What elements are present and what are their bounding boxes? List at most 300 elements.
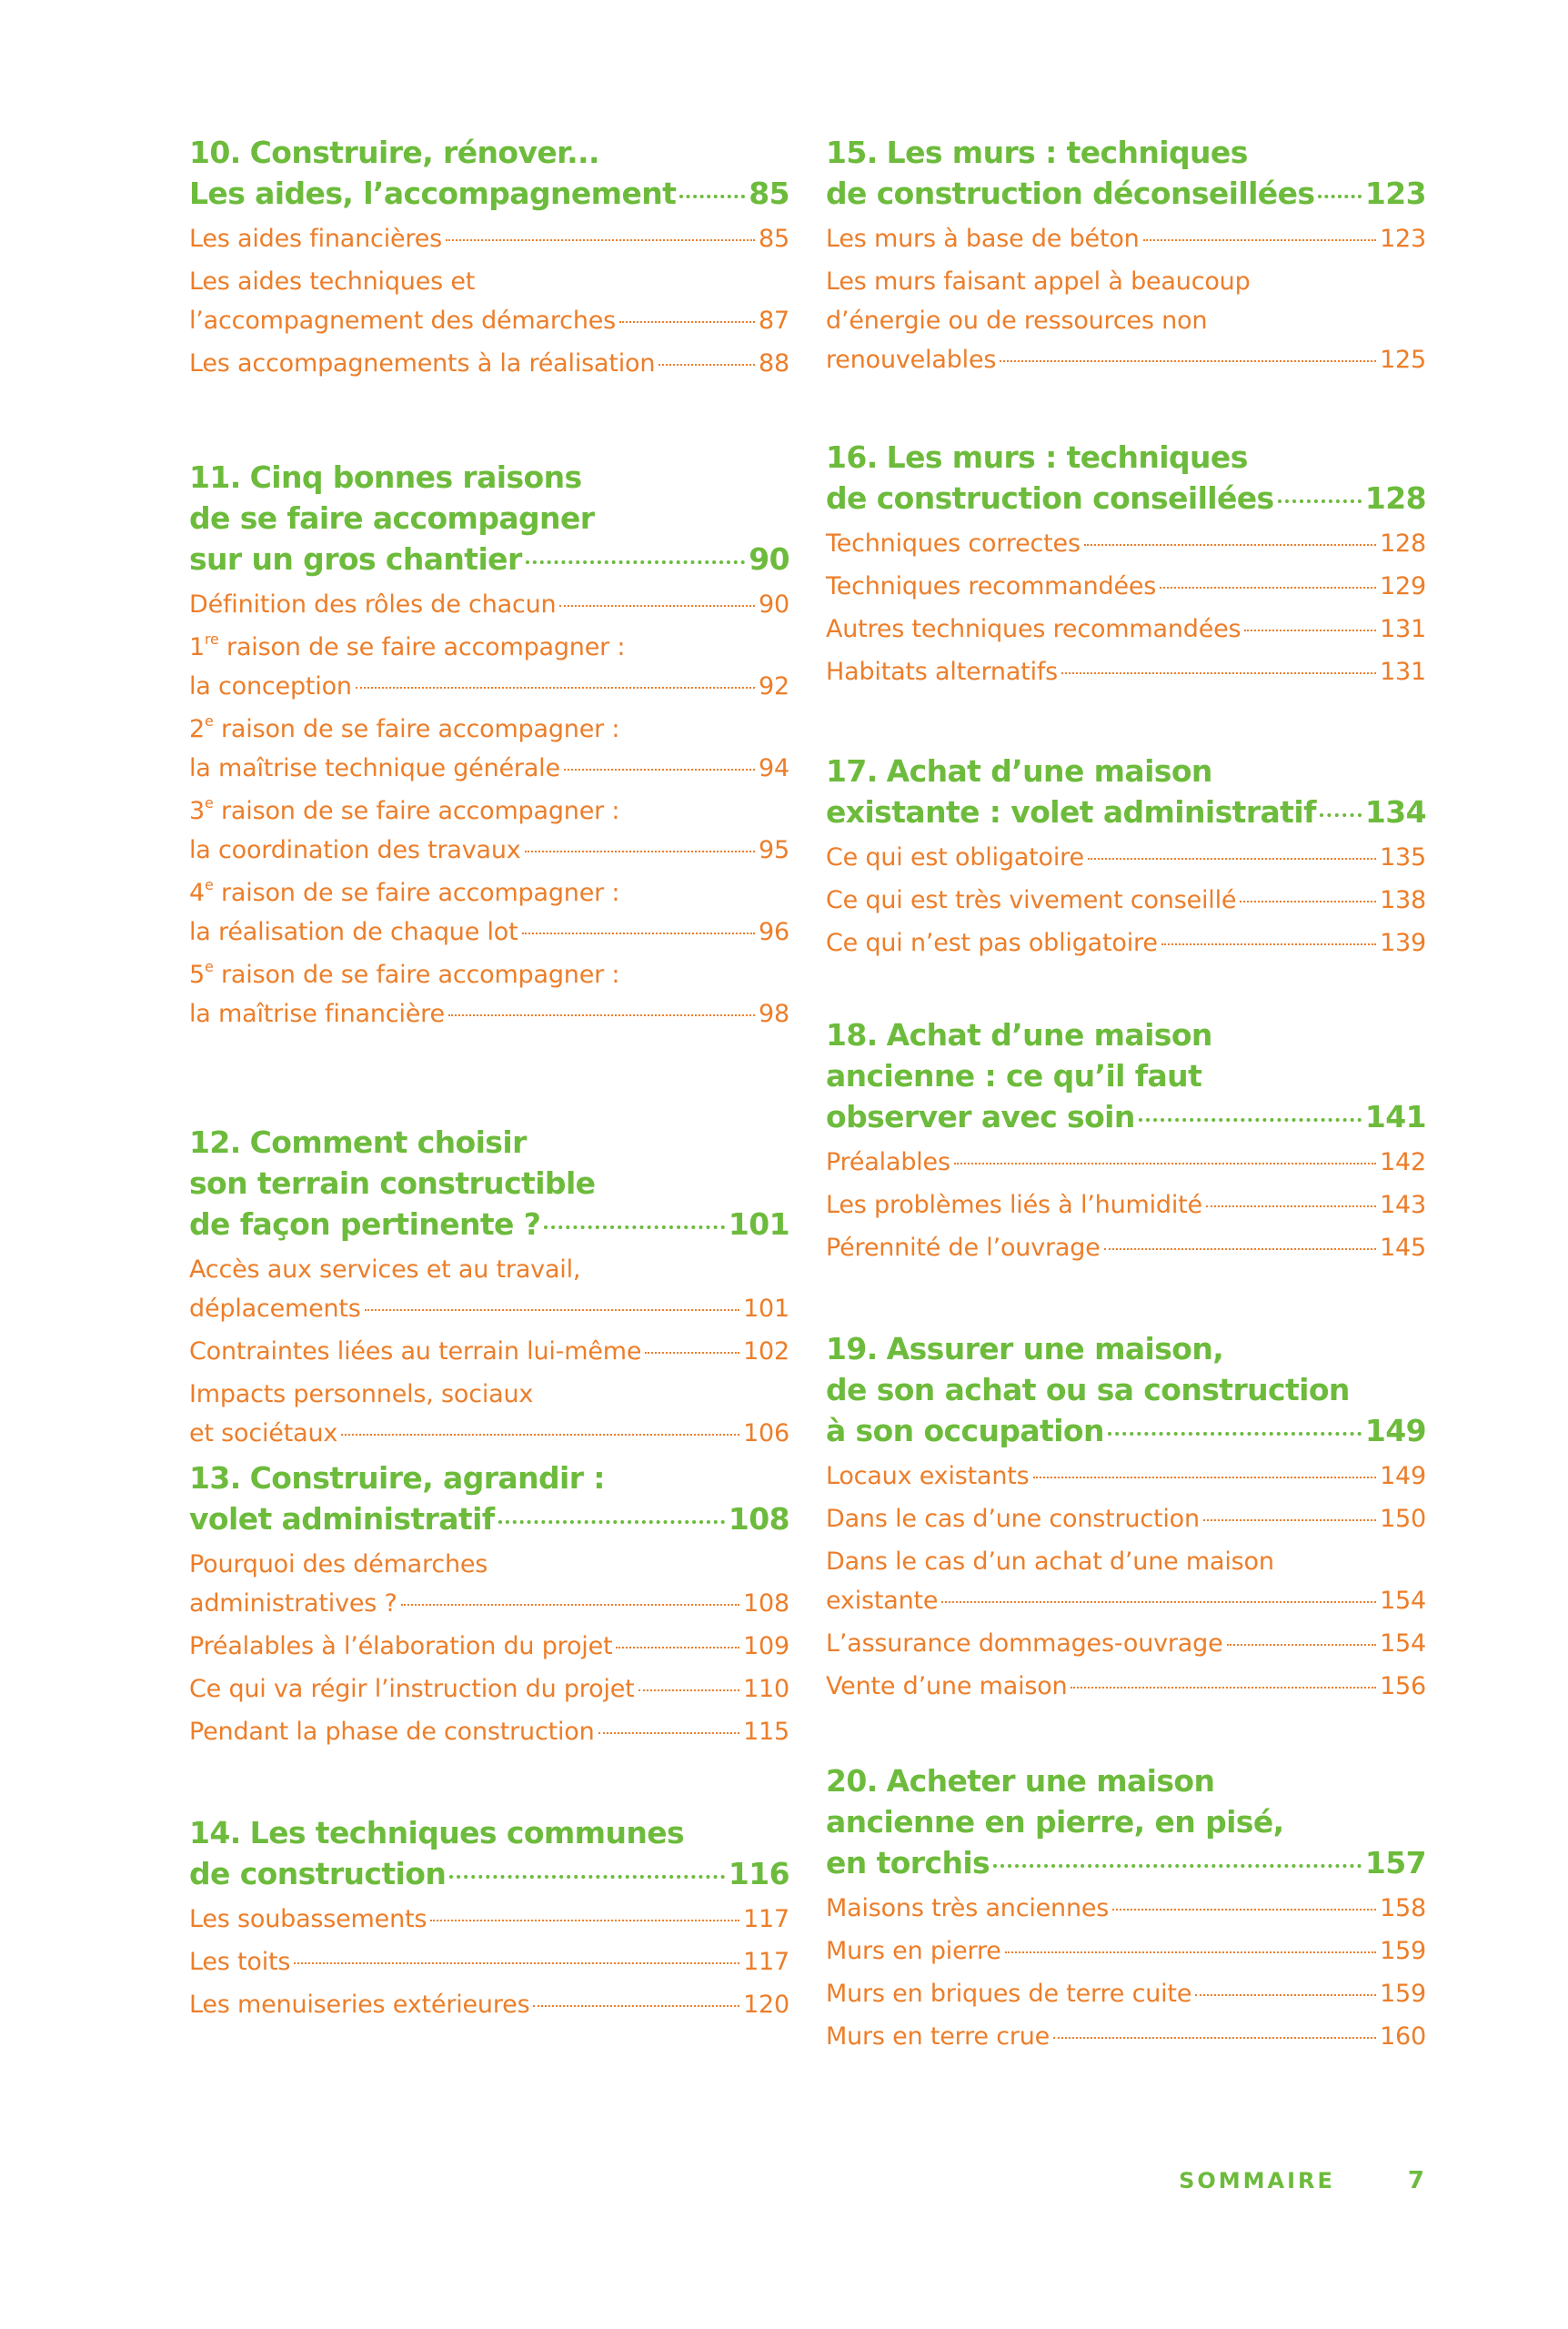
ordinal-number: 4 [189,879,205,907]
chapter-title-text: de se faire accompagner [189,500,595,536]
toc-entry[interactable] [189,628,789,706]
toc-entry-line [189,1985,789,2024]
toc-entry-page-number: 159 [1380,1937,1426,1965]
toc-entry-text: Les menuiseries extérieures [189,1991,530,2019]
toc-entry-page-number: 129 [1380,572,1426,600]
chapter-title-text: volet administratif [189,1501,495,1537]
toc-entry-line [189,344,789,383]
toc-section [189,1457,789,1755]
toc-section [189,457,789,1037]
chapter-title-line [189,1163,789,1204]
chapter-page-number: 90 [749,541,789,577]
toc-entry-line [826,838,1426,877]
ordinal-number: 3 [189,797,205,825]
toc-entry-line [826,1889,1426,1928]
chapter-number: 15. [826,135,878,170]
toc-entry-page-number: 125 [1380,346,1426,374]
chapter-number: 13. [189,1460,241,1496]
toc-entry-line [826,1499,1426,1538]
toc-entry[interactable] [826,1228,1426,1267]
chapter-page-number: 157 [1364,1845,1426,1880]
toc-entry-page-number: 98 [759,1000,789,1028]
chapter-heading[interactable] [826,1760,1426,1883]
toc-section [826,132,1426,383]
toc-entries [826,1457,1426,1706]
toc-entry-page-number: 88 [759,349,789,378]
toc-entry-text: Murs en briques de terre cuite [826,1980,1192,2008]
chapter-number: 19. [826,1331,878,1366]
chapter-title-text: ancienne en pierre, en pisé, [826,1804,1284,1840]
toc-entry-text: Pérennité de l’ouvrage [826,1234,1101,1262]
toc-entry-text: Pourquoi des démarches [189,1550,488,1578]
chapter-heading[interactable] [826,437,1426,519]
toc-entry-text: Les toits [189,1948,291,1976]
toc-entry-page-number: 150 [1380,1505,1426,1533]
toc-section [826,751,1426,966]
dot-leader [1161,943,1376,945]
dot-leader [1108,1432,1362,1436]
chapter-title-line [189,173,789,214]
toc-entry-text: la maîtrise technique générale [189,754,560,782]
chapter-number: 18. [826,1017,878,1053]
toc-entry[interactable] [189,1900,789,1939]
ordinal-number: 5 [189,961,205,989]
toc-entry-line [189,301,789,340]
chapter-heading[interactable] [189,1812,789,1894]
toc-entry-line [826,1228,1426,1267]
toc-entry-page-number: 135 [1380,843,1426,872]
chapter-title-text: sur un gros chantier [189,541,522,577]
toc-entry[interactable] [826,1974,1426,2013]
chapter-page-number: 101 [728,1206,789,1242]
toc-entry-line [189,585,789,624]
toc-entry-page-number: 145 [1380,1234,1426,1262]
dot-leader [1000,360,1376,362]
chapter-title-text: ancienne : ce qu’il faut [826,1058,1202,1094]
toc-entries [826,219,1426,379]
toc-entry-text: d’énergie ou de ressources non [826,307,1208,335]
chapter-heading[interactable] [189,457,789,580]
dot-leader [1240,901,1376,902]
ordinal-suffix: e [204,876,214,893]
toc-section [826,1014,1426,1271]
chapter-number: 11. [189,459,241,495]
toc-entry[interactable] [826,1457,1426,1496]
chapter-title-text: son terrain constructible [189,1165,596,1201]
chapter-title-line [826,173,1426,214]
dot-leader [448,1014,755,1016]
toc-entry-line [826,610,1426,649]
toc-entry-page-number: 142 [1380,1148,1426,1176]
dot-leader [1320,813,1362,817]
toc-entry-text: Ce qui est très vivement conseillé [826,886,1237,914]
chapter-page-number: 116 [728,1856,789,1891]
toc-section [826,437,1426,695]
toc-entry-page-number: 109 [743,1632,789,1660]
chapter-title-line [189,132,789,173]
toc-entry[interactable] [826,838,1426,877]
toc-entry-text: la conception [189,672,352,701]
toc-entry[interactable] [826,2017,1426,2056]
toc-entry-text: Les problèmes liés à l’humidité [826,1191,1202,1219]
chapter-heading[interactable] [189,132,789,214]
chapter-number: 14. [189,1815,241,1850]
dot-leader [1070,1687,1376,1689]
chapter-title-line [189,1204,789,1245]
chapter-title-text: Construire, agrandir : [249,1460,605,1496]
chapter-title-line [826,1055,1426,1096]
chapter-heading[interactable] [826,1328,1426,1451]
toc-entry[interactable] [189,1332,789,1371]
toc-entries [826,524,1426,691]
ordinal-suffix: e [204,794,214,812]
toc-entry[interactable] [826,262,1426,379]
toc-entry-page-number: 94 [759,754,789,782]
toc-entry-text: existante [826,1587,939,1615]
chapter-title-line [826,1014,1426,1055]
chapter-heading[interactable] [826,132,1426,214]
toc-entries [826,1889,1426,2056]
toc-entry-line [189,1414,789,1453]
toc-entry-page-number: 115 [743,1718,789,1746]
toc-entry-text: Ce qui est obligatoire [826,843,1084,872]
toc-entry-text: Dans le cas d’une construction [826,1505,1200,1533]
chapter-page-number: 134 [1364,794,1426,830]
dot-leader [954,1163,1376,1164]
dot-leader [993,1864,1362,1868]
toc-entry-line [189,667,789,706]
toc-entry-text-part: raison de se faire accompagner : [218,633,626,661]
toc-entry-text: Techniques correctes [826,529,1081,558]
toc-entry-line [826,923,1426,963]
toc-entry[interactable] [189,710,789,788]
toc-entry-page-number: 143 [1380,1191,1426,1219]
chapter-title-line [189,498,789,539]
toc-entry-line [826,219,1426,258]
toc-entry-text: Accès aux services et au travail, [189,1255,581,1284]
chapter-title-line [826,1369,1426,1410]
dot-leader [1139,1118,1362,1122]
chapter-number: 12. [189,1124,241,1160]
toc-entry-line [826,1542,1426,1581]
toc-entry-line [826,1667,1426,1706]
toc-entry-page-number: 131 [1380,658,1426,686]
toc-entry-text: Impacts personnels, sociaux [189,1380,534,1408]
toc-entry[interactable] [826,1542,1426,1620]
toc-entry-line [826,1624,1426,1663]
chapter-title-text: de son achat ou sa construction [826,1372,1350,1407]
dot-leader [1005,1951,1376,1953]
chapter-heading[interactable] [826,751,1426,832]
chapter-page-number: 85 [749,176,789,211]
toc-entry[interactable] [189,1250,789,1328]
toc-entry[interactable] [189,1375,789,1453]
dot-leader [526,560,746,564]
chapter-heading[interactable] [826,1014,1426,1137]
dot-leader [1278,499,1362,503]
ordinal-suffix: e [204,958,214,975]
toc-entry-text [189,710,619,749]
toc-entry[interactable] [189,791,789,870]
toc-entry[interactable] [826,1889,1426,1928]
dot-leader [401,1604,739,1606]
dot-leader [1160,587,1376,589]
toc-entry-page-number: 117 [743,1948,789,1976]
toc-entry-line [189,1900,789,1939]
toc-entry-text-part: raison de se faire accompagner : [213,961,620,989]
toc-entry-page-number: 160 [1380,2022,1426,2051]
toc-entry-text: Préalables [826,1148,950,1176]
toc-entry-page-number: 95 [759,836,789,864]
toc-entry-page-number: 92 [759,672,789,701]
toc-entry-line [189,1250,789,1289]
chapter-heading[interactable] [189,1122,789,1245]
dot-leader [598,1732,740,1734]
toc-entry-line [826,567,1426,606]
toc-section [189,1812,789,2028]
toc-entry[interactable] [826,923,1426,963]
toc-entry-line [826,1143,1426,1182]
ordinal-number: 2 [189,715,205,743]
toc-section [826,1328,1426,1709]
toc-entry-text: Les accompagnements à la réalisation [189,349,656,378]
toc-entry-text: Murs en terre crue [826,2022,1050,2051]
page-number: 7 [1407,2167,1424,2194]
chapter-title-text: observer avec soin [826,1099,1135,1134]
chapter-page-number: 108 [728,1501,789,1537]
dot-leader [522,933,756,934]
dot-leader [1318,195,1362,198]
dot-leader [525,851,755,852]
toc-entry[interactable] [189,262,789,340]
dot-leader [341,1434,739,1436]
toc-entry[interactable] [189,1985,789,2024]
chapter-title-line [189,1498,789,1539]
toc-entry-text: Vente d’une maison [826,1672,1068,1700]
chapter-title-line [189,1122,789,1163]
chapter-title-line [189,539,789,580]
toc-entry-page-number: 120 [743,1991,789,2019]
dot-leader [1033,1477,1377,1478]
toc-entry-line [189,749,789,788]
ordinal-suffix: re [204,630,219,648]
chapter-title-text: Les murs : techniques [886,135,1248,170]
toc-entry[interactable] [826,1667,1426,1706]
toc-entry[interactable] [189,344,789,383]
chapter-title-line [826,1801,1426,1842]
toc-entry-line [189,1375,789,1414]
chapter-title-text: Achat d’une maison [886,753,1212,789]
toc-entry-text-part: raison de se faire accompagner : [213,715,620,743]
toc-entry[interactable] [826,881,1426,920]
toc-entry-line [189,1627,789,1666]
chapter-number: 10. [189,135,241,170]
dot-leader [533,2005,739,2007]
chapter-page-number: 123 [1364,176,1426,211]
dot-leader [1112,1909,1376,1911]
toc-entry-line [189,262,789,301]
chapter-title-line [826,437,1426,478]
toc-entry-line [189,628,789,667]
dot-leader [430,1920,739,1921]
toc-entry-page-number: 110 [743,1675,789,1703]
chapter-page-number: 149 [1364,1413,1426,1448]
toc-entry-page-number: 117 [743,1905,789,1933]
toc-entry-text: Autres techniques recommandées [826,615,1241,643]
toc-entry[interactable] [189,219,789,258]
chapter-title-text: en torchis [826,1845,990,1880]
toc-entry-text: Les murs à base de béton [826,225,1140,253]
chapter-title-text: Assurer une maison, [886,1331,1224,1366]
toc-entry-page-number: 102 [743,1337,789,1366]
toc-entry-text: Techniques recommandées [826,572,1157,600]
toc-entry[interactable] [826,567,1426,606]
toc-entry-text: Contraintes liées au terrain lui-même [189,1337,642,1366]
chapter-title-line [826,1842,1426,1883]
toc-entry-text: Préalables à l’élaboration du projet [189,1632,613,1660]
chapter-title-text: de construction [189,1856,447,1891]
toc-entry-text-part: raison de se faire accompagner : [213,879,620,907]
toc-entry[interactable] [826,524,1426,563]
toc-entry-line [826,1974,1426,2013]
chapter-title-line [826,1328,1426,1369]
toc-entry-page-number: 158 [1380,1894,1426,1922]
chapter-heading[interactable] [189,1457,789,1539]
dot-leader [1088,858,1376,860]
toc-section [189,132,789,387]
toc-entry-line [826,1185,1426,1225]
toc-entry-line [826,881,1426,920]
chapter-title-text: Achat d’une maison [886,1017,1212,1053]
chapter-title-line [826,478,1426,519]
chapter-title-text: Les techniques communes [249,1815,685,1850]
dot-leader [1053,2037,1376,2039]
toc-entry-text: Ce qui n’est pas obligatoire [826,929,1158,957]
page-footer [1179,2167,1424,2194]
toc-entry-text: la coordination des travaux [189,836,521,864]
toc-entry-page-number: 131 [1380,615,1426,643]
chapter-title-text: de construction déconseillées [826,176,1315,211]
ordinal-suffix: e [204,712,214,730]
chapter-title-line [826,751,1426,791]
dot-leader [1061,672,1376,674]
toc-section [826,1760,1426,2060]
toc-entry[interactable] [826,1499,1426,1538]
toc-entry[interactable] [189,955,789,1033]
chapter-title-line [826,1096,1426,1137]
toc-entry-page-number: 123 [1380,225,1426,253]
dot-leader [365,1309,739,1311]
toc-entry-page-number: 139 [1380,929,1426,957]
chapter-title-line [826,1760,1426,1801]
toc-entry-line [189,831,789,870]
chapter-title-line [826,132,1426,173]
toc-entry-text: Habitats alternatifs [826,658,1059,686]
chapter-title-text: Les murs : techniques [886,439,1248,475]
toc-entry[interactable] [826,1624,1426,1663]
toc-entry-page-number: 101 [743,1295,789,1323]
toc-entry-page-number: 85 [759,225,789,253]
toc-entry-page-number: 108 [743,1589,789,1618]
toc-entry[interactable] [189,585,789,624]
chapter-number: 20. [826,1763,878,1799]
dot-leader [619,321,755,323]
chapter-title-text: Comment choisir [249,1124,527,1160]
toc-entry[interactable] [189,1627,789,1666]
dot-leader [1203,1519,1376,1521]
toc-entry-page-number: 87 [759,307,789,335]
toc-entry-page-number: 90 [759,590,789,619]
toc-entry[interactable] [826,652,1426,691]
chapter-title-text: de construction conseillées [826,480,1274,516]
chapter-title-text: à son occupation [826,1413,1104,1448]
toc-entry-line [189,1289,789,1328]
toc-entry[interactable] [189,1712,789,1751]
toc-entry-line [826,652,1426,691]
toc-entry-line [826,340,1426,379]
toc-entry[interactable] [189,1545,789,1623]
toc-entry-text [189,628,625,667]
toc-entry-text: Murs en pierre [826,1937,1001,1965]
dot-leader [1143,239,1376,241]
toc-entry-line [826,524,1426,563]
toc-entry-line [189,1942,789,1981]
toc-entry-line [189,1712,789,1751]
dot-leader [1227,1644,1377,1646]
dot-leader [638,1689,740,1691]
toc-entry-text [189,873,619,912]
toc-entry[interactable] [189,1669,789,1709]
dot-leader [544,1225,725,1229]
chapter-title-line [826,791,1426,832]
toc-entry-page-number: 159 [1380,1980,1426,2008]
chapter-title-line [826,1410,1426,1451]
dot-leader [1206,1205,1376,1207]
chapter-page-number: 141 [1364,1099,1426,1134]
toc-entry-line [826,1931,1426,1971]
chapter-number: 16. [826,439,878,475]
toc-entry[interactable] [826,1143,1426,1182]
toc-entry[interactable] [826,610,1426,649]
dot-leader [1104,1248,1376,1250]
chapter-title-text: Cinq bonnes raisons [249,459,582,495]
dot-leader [941,1601,1376,1603]
chapter-number: 17. [826,753,878,789]
toc-entries [189,1250,789,1453]
chapter-page-number: 128 [1364,480,1426,516]
toc-entry[interactable] [826,1185,1426,1225]
toc-entry[interactable] [189,1942,789,1981]
toc-entry[interactable] [826,219,1426,258]
chapter-title-line [189,1812,789,1853]
toc-entry-line [189,219,789,258]
toc-entry-line [189,955,789,994]
chapter-title-text: Acheter une maison [886,1763,1215,1799]
dot-leader [446,239,755,241]
toc-entries [189,219,789,383]
toc-entry-text: Maisons très anciennes [826,1894,1110,1922]
toc-entry-text: Ce qui va régir l’instruction du projet [189,1675,635,1703]
chapter-title-text: existante : volet administratif [826,794,1316,830]
toc-entry-text: Les soubassements [189,1905,427,1933]
toc-entries [189,1900,789,2024]
toc-entry-text: déplacements [189,1295,361,1323]
toc-entry-text: Locaux existants [826,1462,1030,1490]
toc-entry[interactable] [826,1931,1426,1971]
toc-entry[interactable] [189,873,789,952]
toc-entry-page-number: 106 [743,1419,789,1447]
toc-entries [826,1143,1426,1267]
